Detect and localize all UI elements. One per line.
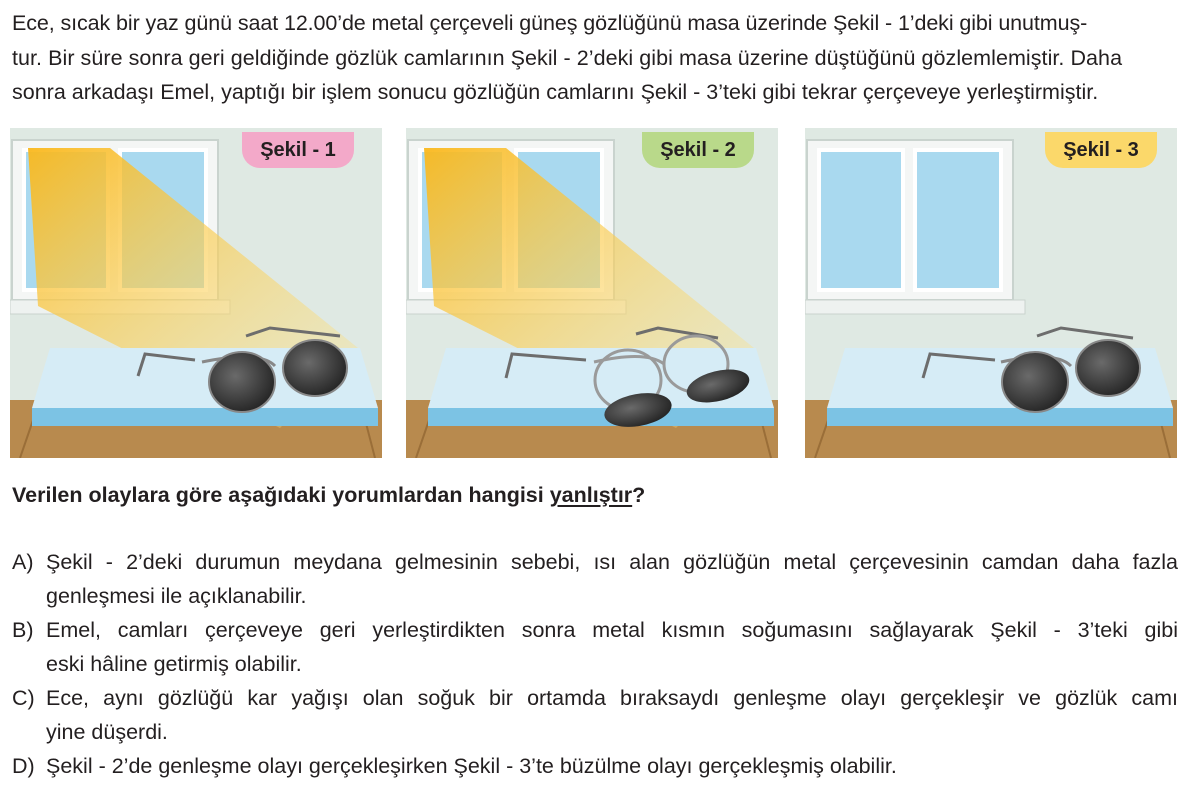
option-d-line-1: Şekil - 2’de genleşme olayı gerçekleşirken Şekil - 3’te büzülme olayı gerçekleşmiş olabilir. [46, 754, 897, 778]
option-a-line-1: Şekil - 2’deki durumun meydana gelmesinin sebebi, ısı alan gözlüğün metal çerçevesinin camdan daha fazla [46, 550, 1178, 574]
figure-1-illustration [10, 128, 382, 458]
option-c[interactable] [12, 681, 1178, 749]
figure-1-label: Şekil - 1 [242, 132, 354, 168]
question-stem: Verilen olaylara göre aşağıdaki yorumlardan hangisi [12, 483, 550, 507]
option-c-letter: C) [12, 686, 35, 710]
option-a-letter: A) [12, 550, 34, 574]
option-b-letter: B) [12, 618, 34, 642]
intro-paragraph [12, 6, 1178, 110]
figure-2 [406, 128, 778, 458]
intro-line-3: sonra arkadaşı Emel, yaptığı bir işlem sonucu gözlüğün camlarını Şekil - 3’teki gibi tekrar çerçeveye yerleştirmiştir. [12, 80, 1099, 104]
intro-line-2: tur. Bir süre sonra geri geldiğinde gözlük camlarının Şekil - 2’deki gibi masa üzerine düştüğünü gözlemlemiştir. Daha [12, 45, 1123, 70]
intro-line-1: Ece, sıcak bir yaz günü saat 12.00’de metal çerçeveli güneş gözlüğünü masa üzerinde Şekil - 1’deki gibi unutmuş- [12, 11, 1088, 35]
figure-2-label: Şekil - 2 [642, 132, 754, 168]
figure-2-illustration [406, 128, 778, 458]
answer-options [12, 545, 1178, 783]
option-c-line-1: Ece, aynı gözlüğü kar yağışı olan soğuk bir ortamda bıraksaydı genleşme olayı gerçekleşir ve gözlük camı [46, 686, 1178, 710]
option-d[interactable] [12, 749, 1178, 783]
figure-panels [10, 128, 1180, 458]
question-mark: ? [632, 483, 646, 507]
option-a[interactable] [12, 545, 1178, 613]
figure-3 [805, 128, 1177, 458]
option-a-line-2: genleşmesi ile açıklanabilir. [46, 584, 307, 608]
question-emphasis: yanlıştır [549, 483, 633, 507]
option-c-line-2: yine düşerdi. [46, 720, 168, 744]
figure-3-illustration [805, 128, 1177, 458]
option-b-line-2: eski hâline getirmiş olabilir. [46, 652, 302, 676]
question-text [12, 483, 645, 508]
figure-3-label: Şekil - 3 [1045, 132, 1157, 168]
option-d-letter: D) [12, 754, 35, 778]
figure-1 [10, 128, 382, 458]
option-b[interactable] [12, 613, 1178, 681]
option-b-line-1: Emel, camları çerçeveye geri yerleştirdikten sonra metal kısmın soğumasını sağlayarak Şekil - 3’teki gibi [46, 618, 1178, 642]
